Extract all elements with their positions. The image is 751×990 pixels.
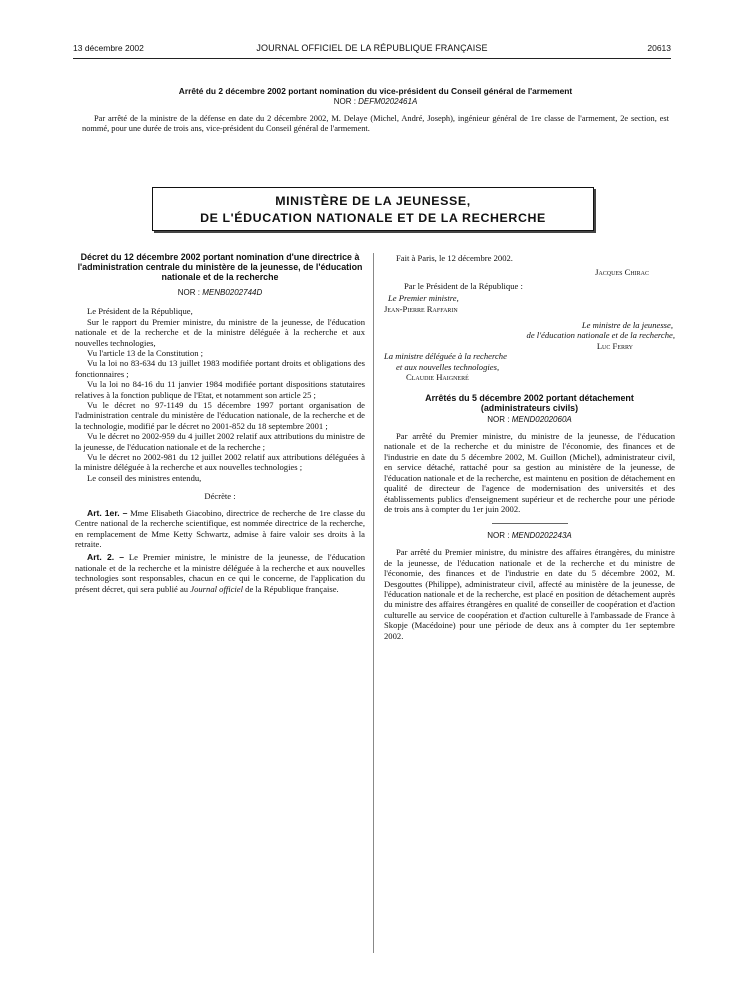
page-header — [73, 43, 671, 57]
article-1: Art. 1er. – Mme Elisabeth Giacobino, directrice de recherche de 1re classe du Centre national de la recherche scientifique, est nommée directrice de la recherche, en remplacement de Mme Ketty Schwartz, admise à faire valoir ses droits à la retraite. — [75, 507, 366, 549]
visa: Vu la loi no 84-16 du 11 janvier 1984 modifiée portant dispositions statutaires relatives à la fonction publique de l'Etat, et notamment son article 25 ; — [75, 379, 365, 400]
nor-line: NOR : MENB0202744D — [177, 288, 263, 298]
minister-title-2: de l'éducation nationale et de la recherche, — [526, 330, 675, 341]
decret-title: Décret du 12 décembre 2002 portant nomination d'une directrice à l'administration centrale du ministère de la jeunesse, de l'éducation nationale et de la recherche — [77, 252, 363, 282]
signature-chirac: Jacques Chirac — [595, 267, 649, 278]
nor-code: MEND0202243A — [511, 531, 572, 541]
ministry-line-1: MINISTÈRE DE LA JEUNESSE, — [275, 194, 471, 208]
arretes-title: Arrêtés du 5 décembre 2002 portant détachement (administrateurs civils) — [425, 393, 634, 414]
ministry-heading-box — [152, 187, 594, 231]
nor-line: NOR : DEFM0202461A — [333, 97, 418, 106]
minister-title-1: Le ministre de la jeunesse, — [581, 320, 673, 331]
article-1-label: Art. 1er. – — [87, 507, 128, 518]
fait-a-paris: Fait à Paris, le 12 décembre 2002. — [396, 253, 513, 263]
nor-code: DEFM0202461A — [358, 97, 418, 106]
ministry-line-2: DE L'ÉDUCATION NATIONALE ET DE LA RECHERCHE — [200, 211, 546, 225]
nor-code: MEND0202060A — [511, 415, 572, 425]
page-number: 20613 — [647, 43, 671, 53]
separator-rule — [492, 523, 568, 524]
nor-code: MENB0202744D — [202, 288, 263, 298]
visa: Le conseil des ministres entendu, — [87, 472, 202, 483]
arrete-vice-president — [82, 86, 669, 134]
delegate-title-1: La ministre déléguée à la recherche — [384, 351, 507, 362]
header-date: 13 décembre 2002 — [73, 43, 144, 53]
delegate-name: Claudie Haigneré — [406, 372, 469, 383]
minister-name: Luc Ferry — [596, 340, 633, 351]
pm-title: Le Premier ministre, — [388, 293, 459, 304]
visa: Vu le décret no 97-1149 du 15 décembre 1997 portant organisation de l'administration centrale du ministère de l'éducation nationale, de la recherche et de la technologie, modifié par le décret no 2001-852 du 18 septembre 2001 ; — [75, 400, 365, 431]
decrete-heading: Décrète : — [204, 491, 236, 502]
pm-name: Jean-Pierre Raffarin — [384, 303, 458, 314]
arrete-desgouttes: Par arrêté du Premier ministre, du ministre des affaires étrangères, du ministre de la jeunesse, de l'éducation nationale et de la recherche et du ministre de l'économie, des finances et de l'industrie en date du 5 décembre 2002, M. Desgouttes (Philippe), administrateur civil, affecté au ministère de la jeunesse, de l'éducation nationale et de la recherche, est placé en position de détachement auprès du ministre des affaires étrangères en qualité de conseiller de coopération et d'action culturelle au service de coopération et d'action culturelle à l'ambassade de France à Skopje (Macédoine) pour une période de deux ans à compter du 1er septembre 2002. — [384, 547, 675, 641]
visa: Vu l'article 13 de la Constitution ; — [87, 348, 204, 359]
par-le-president: Par le Président de la République : — [404, 280, 523, 291]
article-2: Art. 2. – Le Premier ministre, le ministre de la jeunesse, de l'éducation nationale et de la recherche et la ministre déléguée à la recherche et aux nouvelles technologies sont responsables, chacun en ce qui le concerne, de l'application du présent décret, qui sera publié au Journal officiel de la République française. — [75, 552, 365, 594]
signatures-and-arretes-column — [384, 253, 675, 641]
delegate-title-2: et aux nouvelles technologies, — [396, 361, 500, 372]
nor-line: NOR : MEND0202060A — [487, 415, 572, 425]
visa: Sur le rapport du Premier ministre, du ministre de la jeunesse, de l'éducation nationale et de la recherche et de la ministre déléguée à la recherche et aux nouvelles technologies, — [75, 316, 365, 348]
header-rule — [73, 58, 671, 59]
visa: Vu le décret no 2002-981 du 12 juillet 2002 relatif aux attributions déléguées à la ministre déléguée à la recherche et aux nouvelles technologies ; — [75, 452, 365, 473]
column-divider — [373, 253, 374, 953]
decret-column — [75, 253, 365, 594]
visa: Vu la loi no 83-634 du 13 juillet 1983 modifiée portant droits et obligations des fonctionnaires ; — [75, 358, 365, 379]
journal-title: JOURNAL OFFICIEL DE LA RÉPUBLIQUE FRANÇAISE — [256, 43, 488, 53]
visa: Vu le décret no 2002-959 du 4 juillet 2002 relatif aux attributions du ministre de la jeunesse, de l'éducation nationale et de la recherche ; — [75, 431, 365, 452]
arrete-body: Par arrêté de la ministre de la défense en date du 2 décembre 2002, M. Delaye (Michel, André, Joseph), ingénieur général de 1re classe de l'armement, 2e section, est nommé, pour une durée de trois ans, vice-président du Conseil général de l'armement. — [82, 114, 669, 133]
article-2-label: Art. 2. – — [87, 552, 125, 563]
arrete-guillon: Par arrêté du Premier ministre, du ministre de la jeunesse, de l'éducation nationale et de la recherche et du ministre de l'économie, des finances et de l'industrie en date du 5 décembre 2002, M. Guillon (Michel), administrateur civil, en service détaché, rattaché pour sa gestion au ministère de la jeunesse, de l'éducation nationale et de la recherche, est maintenu en position de détachement en qualité de directeur de l'agence de modernisation des universités et des établissements publics d'enseignement supérieur et de recherche pour une période de trois ans à compter du 1er juin 2002. — [384, 431, 675, 514]
president-line: Le Président de la République, — [87, 306, 193, 317]
nor-line: NOR : MEND0202243A — [487, 531, 572, 541]
arrete-title: Arrêté du 2 décembre 2002 portant nomination du vice-président du Conseil général de l'armement — [178, 86, 573, 96]
